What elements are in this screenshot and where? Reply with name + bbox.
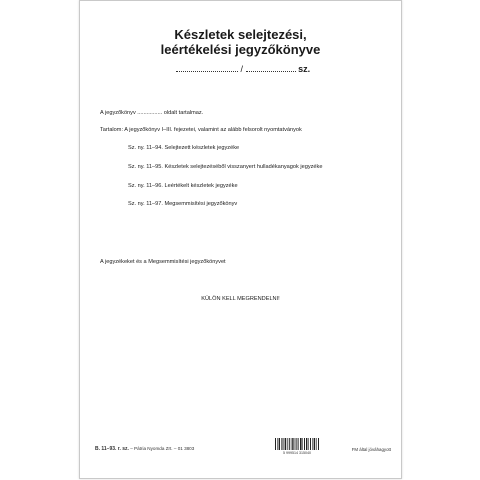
footer-left xyxy=(95,446,194,452)
list-item: Sz. ny. 11–97. Megsemmisítési jegyzőkönyv xyxy=(128,201,238,207)
number-suffix: sz. xyxy=(298,64,311,74)
pages-statement: A jegyzőkönyv ................ oldalt tartalmaz. xyxy=(100,110,204,116)
document-title-line1: Készletek selejtezési, xyxy=(174,27,307,42)
barcode-number: 5 999514 315040 xyxy=(283,451,311,455)
footer-publisher: – Pátria Nyomda Zrt. – 01 3803 xyxy=(130,446,195,451)
contents-label: Tartalom: xyxy=(100,127,124,133)
list-item: Sz. ny. 11–95. Készletek selejtezéséből visszanyert hulladékanyagok jegyzéke xyxy=(128,164,323,170)
number-blank-2 xyxy=(246,63,296,72)
contents-row xyxy=(100,127,302,133)
barcode-icon xyxy=(275,438,319,450)
form-page xyxy=(79,0,402,479)
note-text: A jegyzékeket és a Megsemmisítési jegyzőkönyvet xyxy=(100,259,226,265)
list-item: Sz. ny. 11–96. Leértékelt készletek jegyzéke xyxy=(128,183,238,189)
number-separator: / xyxy=(240,64,244,74)
document-number-line xyxy=(176,63,310,74)
list-item: Sz. ny. 11–94. Selejtezett készletek jegyzéke xyxy=(128,145,240,151)
contents-text: A jegyzőkönyv I–III. fejezetei, valamint az alább felsorolt nyomtatványok xyxy=(124,127,302,133)
order-notice: KÜLÖN KELL MEGRENDELNI! xyxy=(201,296,280,302)
footer-right: FM által jóváhagyott xyxy=(351,447,391,452)
footer-code: B. 11–93. r. sz. xyxy=(95,446,129,452)
number-blank-1 xyxy=(176,63,238,72)
document-title-line2: leértékelési jegyzőkönyve xyxy=(160,42,321,57)
